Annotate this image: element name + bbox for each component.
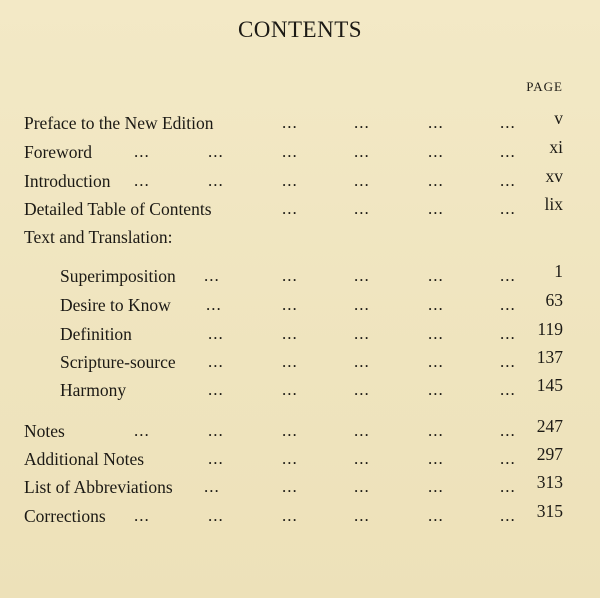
toc-entry-page: 145 bbox=[536, 375, 563, 395]
leader-dots: ... bbox=[354, 380, 370, 399]
leader-dots: ... bbox=[282, 477, 298, 496]
toc-entry-page: v bbox=[554, 108, 563, 128]
leader-dots: ... bbox=[208, 142, 224, 161]
leader-dots: ... bbox=[208, 421, 224, 440]
leader-dots: ... bbox=[354, 506, 370, 525]
toc-entry bbox=[0, 196, 600, 222]
toc-entry-page: 297 bbox=[536, 444, 563, 464]
page-column-label: PAGE bbox=[526, 79, 563, 94]
leader-dots: ... bbox=[354, 113, 370, 132]
leader-dots: ... bbox=[354, 142, 370, 161]
leader-dots: ... bbox=[208, 352, 224, 371]
toc-entry-page: 313 bbox=[536, 472, 563, 492]
toc-entry bbox=[0, 474, 600, 500]
leader-dots: ... bbox=[282, 295, 298, 314]
leader-dots: ... bbox=[354, 266, 370, 285]
leader-dots: ... bbox=[208, 506, 224, 525]
toc-section-heading bbox=[0, 224, 600, 250]
leader-dots: ... bbox=[500, 266, 516, 285]
leader-dots: ... bbox=[282, 142, 298, 161]
leader-dots: ... bbox=[428, 199, 444, 218]
leader-dots: ... bbox=[428, 113, 444, 132]
toc-subentry bbox=[0, 292, 600, 318]
leader-dots: ... bbox=[282, 171, 298, 190]
leader-dots: ... bbox=[428, 421, 444, 440]
toc-entry-title: Introduction bbox=[24, 171, 111, 191]
leader-dots: ... bbox=[500, 171, 516, 190]
leader-dots: ... bbox=[500, 352, 516, 371]
leader-dots: ... bbox=[282, 506, 298, 525]
toc-entry-title: List of Abbreviations bbox=[24, 477, 173, 497]
toc-entry bbox=[0, 110, 600, 136]
toc-entry-page: 63 bbox=[545, 290, 563, 310]
leader-dots: ... bbox=[500, 421, 516, 440]
toc-entry-title: Desire to Know bbox=[60, 295, 171, 315]
leader-dots: ... bbox=[282, 380, 298, 399]
toc-entry-title: Superimposition bbox=[60, 266, 176, 286]
leader-dots: ... bbox=[208, 324, 224, 343]
toc-entry bbox=[0, 168, 600, 194]
toc-entry-title: Preface to the New Edition bbox=[24, 113, 214, 133]
leader-dots: ... bbox=[354, 352, 370, 371]
leader-dots: ... bbox=[134, 171, 150, 190]
leader-dots: ... bbox=[428, 266, 444, 285]
toc-entry-page: lix bbox=[544, 194, 563, 214]
toc-subentry bbox=[0, 377, 600, 403]
toc-entry-page: 1 bbox=[554, 261, 563, 281]
toc-subentry bbox=[0, 321, 600, 347]
leader-dots: ... bbox=[282, 324, 298, 343]
leader-dots: ... bbox=[428, 295, 444, 314]
toc-entry-title: Scripture-source bbox=[60, 352, 176, 372]
toc-entry bbox=[0, 446, 600, 472]
toc-entry-page: 247 bbox=[536, 416, 563, 436]
leader-dots: ... bbox=[354, 449, 370, 468]
leader-dots: ... bbox=[282, 421, 298, 440]
toc-entry-title: Definition bbox=[60, 324, 132, 344]
leader-dots: ... bbox=[500, 324, 516, 343]
leader-dots: ... bbox=[354, 171, 370, 190]
leader-dots: ... bbox=[206, 295, 222, 314]
toc-entry-title: Corrections bbox=[24, 506, 106, 526]
toc-entry-title: Text and Translation: bbox=[24, 227, 173, 247]
leader-dots: ... bbox=[354, 477, 370, 496]
leader-dots: ... bbox=[428, 449, 444, 468]
toc-entry-title: Detailed Table of Contents bbox=[24, 199, 212, 219]
leader-dots: ... bbox=[134, 506, 150, 525]
leader-dots: ... bbox=[134, 142, 150, 161]
leader-dots: ... bbox=[428, 380, 444, 399]
toc-entry-title: Notes bbox=[24, 421, 65, 441]
toc-entry-title: Additional Notes bbox=[24, 449, 145, 469]
toc-entry bbox=[0, 139, 600, 165]
leader-dots: ... bbox=[428, 171, 444, 190]
leader-dots: ... bbox=[208, 380, 224, 399]
leader-dots: ... bbox=[204, 477, 220, 496]
leader-dots: ... bbox=[500, 199, 516, 218]
leader-dots: ... bbox=[282, 449, 298, 468]
leader-dots: ... bbox=[354, 324, 370, 343]
toc-entry-page: xv bbox=[545, 166, 563, 186]
leader-dots: ... bbox=[428, 477, 444, 496]
toc-entry-title: Foreword bbox=[24, 142, 93, 162]
leader-dots: ... bbox=[500, 477, 516, 496]
leader-dots: ... bbox=[354, 199, 370, 218]
leader-dots: ... bbox=[134, 421, 150, 440]
toc-entry bbox=[0, 503, 600, 529]
leader-dots: ... bbox=[428, 506, 444, 525]
toc-entry bbox=[0, 418, 600, 444]
leader-dots: ... bbox=[282, 266, 298, 285]
leader-dots: ... bbox=[208, 171, 224, 190]
leader-dots: ... bbox=[354, 295, 370, 314]
toc-entry-page: 137 bbox=[536, 347, 563, 367]
toc-entry-page: 119 bbox=[537, 319, 563, 339]
page-title: CONTENTS bbox=[237, 17, 363, 42]
toc-subentry bbox=[0, 349, 600, 375]
leader-dots: ... bbox=[500, 380, 516, 399]
leader-dots: ... bbox=[282, 113, 298, 132]
leader-dots: ... bbox=[282, 199, 298, 218]
leader-dots: ... bbox=[500, 113, 516, 132]
toc-entry-page: xi bbox=[549, 137, 563, 157]
toc-subentry bbox=[0, 263, 600, 289]
leader-dots: ... bbox=[428, 142, 444, 161]
leader-dots: ... bbox=[500, 295, 516, 314]
leader-dots: ... bbox=[354, 421, 370, 440]
leader-dots: ... bbox=[208, 449, 224, 468]
leader-dots: ... bbox=[500, 142, 516, 161]
leader-dots: ... bbox=[282, 352, 298, 371]
leader-dots: ... bbox=[428, 352, 444, 371]
toc-entry-title: Harmony bbox=[60, 380, 127, 400]
leader-dots: ... bbox=[500, 449, 516, 468]
toc-entry-page: 315 bbox=[536, 501, 563, 521]
leader-dots: ... bbox=[500, 506, 516, 525]
leader-dots: ... bbox=[428, 324, 444, 343]
leader-dots: ... bbox=[204, 266, 220, 285]
